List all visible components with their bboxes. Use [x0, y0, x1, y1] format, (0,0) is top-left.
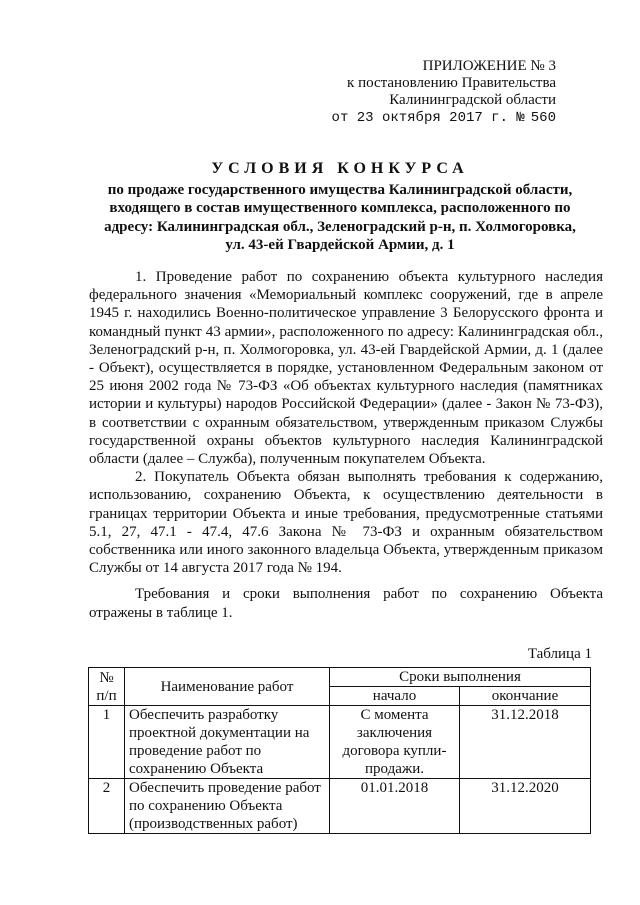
paragraph-3: Требования и сроки выполнения работ по сохранению Объекта отражены в таблице 1. [89, 586, 603, 621]
appendix-date-line [306, 110, 556, 127]
document-title [76, 160, 604, 255]
appendix-header [306, 58, 556, 127]
header-terms: Сроки выполнения [330, 668, 591, 687]
header-num: № п/п [89, 668, 125, 706]
header-name: Наименование работ [125, 668, 330, 706]
document-body [89, 268, 603, 622]
appendix-date: от 23 октября 2017 г. № [331, 110, 525, 126]
header-end: окончание [460, 687, 591, 706]
title-line-4: ул. 43-ей Гвардейской Армии, д. 1 [225, 237, 455, 253]
paragraph-2: 2. Покупатель Объекта обязан выполнять требования к содержанию, использованию, сохранению Объекта, к осуществлению деятельности в границах территории Объекта и иные требования, предусмотренные статьями 5.1, 27, 47.1 - 47.4, 47.6 Закона № 73-ФЗ и охранным обязательством собственника или иного законного владельца Объекта, утвержденным приказом Службы от 14 августа 2017 года № 194. [89, 469, 603, 577]
title-line-2: входящего в состав имущественного комплекса, расположенного по [109, 200, 571, 216]
header-start: начало [330, 687, 460, 706]
works-table [88, 667, 591, 834]
title-caption: УСЛОВИЯ КОНКУРСА [211, 160, 469, 177]
appendix-region: Калининградской области [389, 92, 556, 108]
row-end: 31.12.2018 [460, 706, 591, 779]
row-start: С момента заключения договора купли-продажи. [330, 706, 460, 779]
title-line-3: адресу: Калининградская обл., Зеленоградский р-н, п. Холмогоровка, [104, 218, 576, 235]
appendix-title: ПРИЛОЖЕНИЕ № 3 [422, 58, 556, 74]
row-num: 2 [89, 779, 125, 834]
row-name: Обеспечить проведение работ по сохранению Объекта (производственных работ) [125, 779, 330, 834]
table-row [89, 706, 591, 779]
table-row [89, 779, 591, 834]
row-start: 01.01.2018 [330, 779, 460, 834]
appendix-number: 560 [530, 110, 556, 126]
appendix-resolution: к постановлению Правительства [347, 75, 556, 91]
row-name: Обеспечить разработку проектной документации на проведение работ по сохранению Объекта [125, 706, 330, 779]
table-header-row [89, 668, 591, 687]
title-line-1: по продаже государственного имущества Калининградской области, [107, 181, 573, 198]
row-num: 1 [89, 706, 125, 779]
paragraph-1: 1. Проведение работ по сохранению объекта культурного наследия федерального значения «Мемориальный комплекс сооружений, где в апреле 1945 г. находились Военно-политическое управление 3 Белорусского фронта и командный пункт 43 армии», расположенного по адресу: Калининградская обл., Зеленоградский р-н, п. Холмогоровка, ул. 43-ей Гвардейской Армии, д. 1 (далее - Объект), осуществляется в порядке, установленном Федеральным законом от 25 июня 2002 года № 73-ФЗ «Об объектах культурного наследия (памятниках истории и культуры) народов Российской Федерации» (далее - Закон № 73-ФЗ), в соответствии с охранным обязательством, утвержденным приказом Службы государственной охраны объектов культурного наследия Калининградской области (далее – Служба), полученным покупателем Объекта. [89, 269, 603, 468]
row-end: 31.12.2020 [460, 779, 591, 834]
table-label: Таблица 1 [527, 646, 592, 662]
